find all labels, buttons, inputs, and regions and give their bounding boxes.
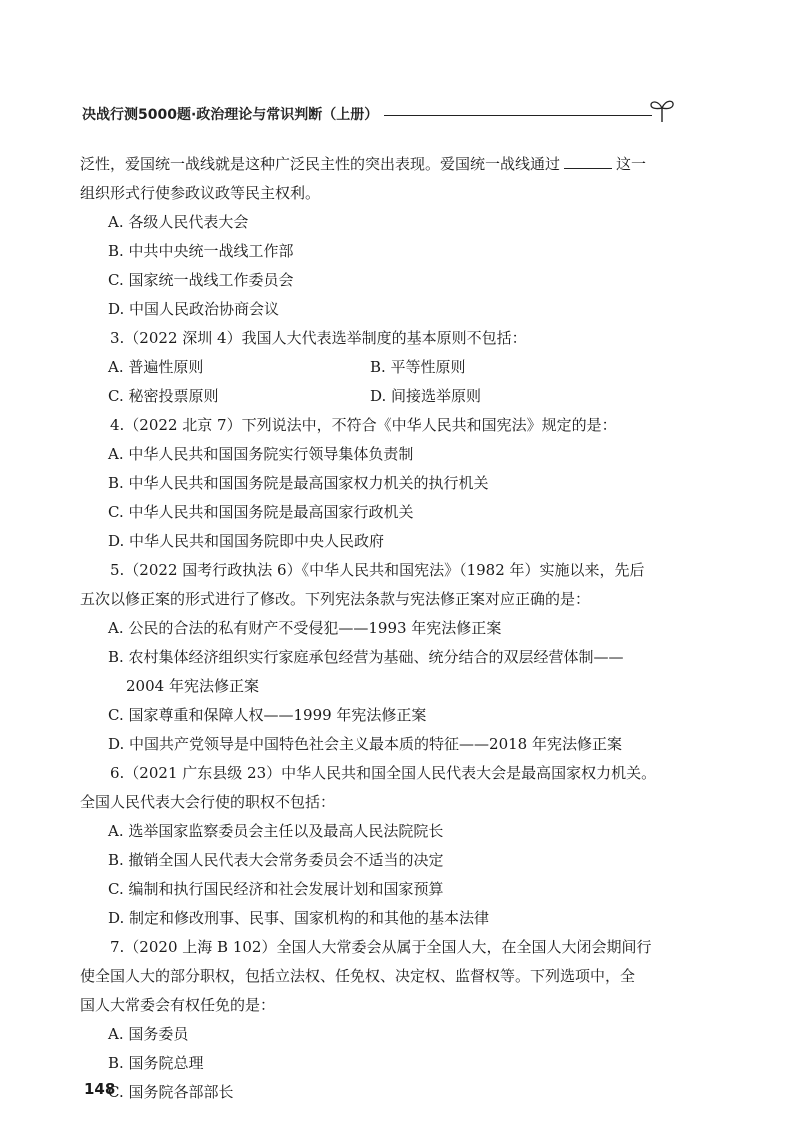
question-5-option-c: C. 国家尊重和保障人权——1999 年宪法修正案 — [108, 706, 427, 724]
question-4-stem: 4.（2022 北京 7）下列说法中，不符合《中华人民共和国宪法》规定的是： — [110, 416, 617, 434]
answer-blank — [564, 154, 612, 169]
question-6-stem-line-2: 全国人民代表大会行使的职权不包括： — [80, 793, 336, 811]
intro-option-a: A. 各级人民代表大会 — [108, 213, 249, 231]
sprout-icon — [648, 96, 676, 124]
question-5-option-b: B. 农村集体经济组织实行家庭承包经营为基础、统分结合的双层经营体制—— — [108, 648, 624, 666]
running-header — [82, 104, 682, 130]
question-3-row-1 — [80, 353, 665, 382]
question-5-option-a: A. 公民的合法的私有财产不受侵犯——1993 年宪法修正案 — [108, 619, 502, 637]
question-3-option-a: A. 普遍性原则 — [108, 358, 204, 376]
intro-line-2: 组织形式行使参政议政等民主权利。 — [80, 184, 321, 202]
question-4-option-d: D. 中华人民共和国国务院即中央人民政府 — [108, 532, 385, 550]
question-3-stem: 3.（2022 深圳 4）我国人大代表选举制度的基本原则不包括： — [110, 329, 527, 347]
page-number: 148 — [84, 1080, 116, 1098]
question-4-option-a: A. 中华人民共和国国务院实行领导集体负责制 — [108, 445, 414, 463]
question-7-option-c: C. 国务院各部部长 — [108, 1083, 234, 1101]
question-4-option-b: B. 中华人民共和国国务院是最高国家权力机关的执行机关 — [108, 474, 489, 492]
question-7-option-b: B. 国务院总理 — [108, 1054, 204, 1072]
question-3-row-2 — [80, 382, 665, 411]
page-body — [80, 150, 665, 1107]
intro-option-b: B. 中共中央统一战线工作部 — [108, 242, 294, 260]
question-3-option-b: B. 平等性原则 — [370, 358, 466, 376]
question-7-stem-line-2: 使全国人大的部分职权，包括立法权、任免权、决定权、监督权等。下列选项中，全 — [80, 967, 636, 985]
question-6-option-d: D. 制定和修改刑事、民事、国家机构的和其他的基本法律 — [108, 909, 490, 927]
question-6-option-a: A. 选举国家监察委员会主任以及最高人民法院院长 — [108, 822, 444, 840]
question-7-stem-line-1: 7.（2020 上海 B 102）全国人大常委会从属于全国人大，在全国人大闭会期间行 — [110, 938, 652, 956]
question-6-option-b: B. 撤销全国人民代表大会常务委员会不适当的决定 — [108, 851, 444, 869]
question-5-stem-line-1: 5.（2022 国考行政执法 6）《中华人民共和国宪法》（1982 年）实施以来，先后 — [110, 561, 645, 579]
intro-line-1: 泛性，爱国统一战线就是这种广泛民主性的突出表现。爱国统一战线通过 这一 — [80, 155, 647, 173]
question-6-stem-line-1: 6.（2021 广东县级 23）中华人民共和国全国人民代表大会是最高国家权力机关。 — [110, 764, 657, 782]
question-3-option-c: C. 秘密投票原则 — [108, 387, 219, 405]
question-7-stem-line-3: 国人大常委会有权任免的是： — [80, 996, 276, 1014]
question-5-stem-line-2: 五次以修正案的形式进行了修改。下列宪法条款与宪法修正案对应正确的是： — [80, 590, 591, 608]
book-title: 决战行测5000题·政治理论与常识判断（上册） — [82, 104, 384, 124]
question-5-option-b-continued: 2004 年宪法修正案 — [126, 677, 259, 695]
question-7-option-a: A. 国务委员 — [108, 1025, 189, 1043]
question-3-option-d: D. 间接选举原则 — [370, 387, 482, 405]
intro-option-d: D. 中国人民政治协商会议 — [108, 300, 280, 318]
question-4-option-c: C. 中华人民共和国国务院是最高国家行政机关 — [108, 503, 414, 521]
question-5-option-d: D. 中国共产党领导是中国特色社会主义最本质的特征——2018 年宪法修正案 — [108, 735, 622, 753]
question-6-option-c: C. 编制和执行国民经济和社会发展计划和国家预算 — [108, 880, 444, 898]
intro-option-c: C. 国家统一战线工作委员会 — [108, 271, 294, 289]
